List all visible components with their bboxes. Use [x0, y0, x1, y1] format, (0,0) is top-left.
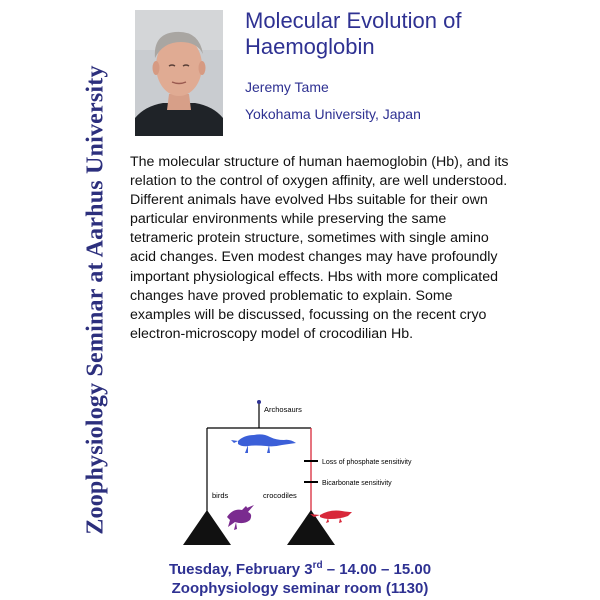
phylogeny-diagram — [170, 398, 420, 548]
abstract — [130, 153, 510, 344]
bird-clade-triangle — [183, 510, 231, 545]
leaf-birds-label: birds — [212, 491, 229, 500]
speaker-name: Jeremy Tame — [245, 79, 329, 95]
speaker-affiliation: Yokohama University, Japan — [245, 106, 421, 122]
schedule — [0, 556, 600, 598]
root-label: Archosaurs — [264, 405, 302, 414]
speaker-photo — [135, 10, 223, 136]
side-title: Zoophysiology Seminar at Aarhus University — [82, 65, 109, 535]
date-suffix: rd — [312, 560, 323, 571]
room-line: Zoophysiology seminar room (1130) — [171, 580, 429, 597]
event-bicarbonate-label: Bicarbonate sensitivity — [322, 480, 392, 487]
root-node — [257, 400, 261, 404]
date-time-line — [0, 556, 600, 579]
event-phosphate-label: Loss of phosphate sensitivity — [322, 459, 412, 466]
time-text: – 14.00 – 15.00 — [322, 561, 432, 578]
date-text: Tuesday, February 3 — [168, 561, 313, 578]
archosaur-icon — [231, 434, 296, 453]
leaf-crocodiles-label: crocodiles — [263, 491, 297, 500]
talk-title: Molecular Evolution of Haemoglobin — [245, 8, 462, 59]
bird-icon — [227, 505, 254, 530]
abstract-text: The molecular structure of human haemoglobin (Hb), and its relation to the control of oxygen affinity, are well understood. Different animals have evolved Hbs suitable for their own particular environments while preserving the same tetrameric protein structure, sometimes with single amino acid changes. Even modest changes may have profoundly important physiological effects. Hbs with more complicated changes have proved problematic to explain. Some examples will be discussed, focussing on the recent cryo electron-microscopy model of crocodilian Hb. — [130, 154, 509, 342]
